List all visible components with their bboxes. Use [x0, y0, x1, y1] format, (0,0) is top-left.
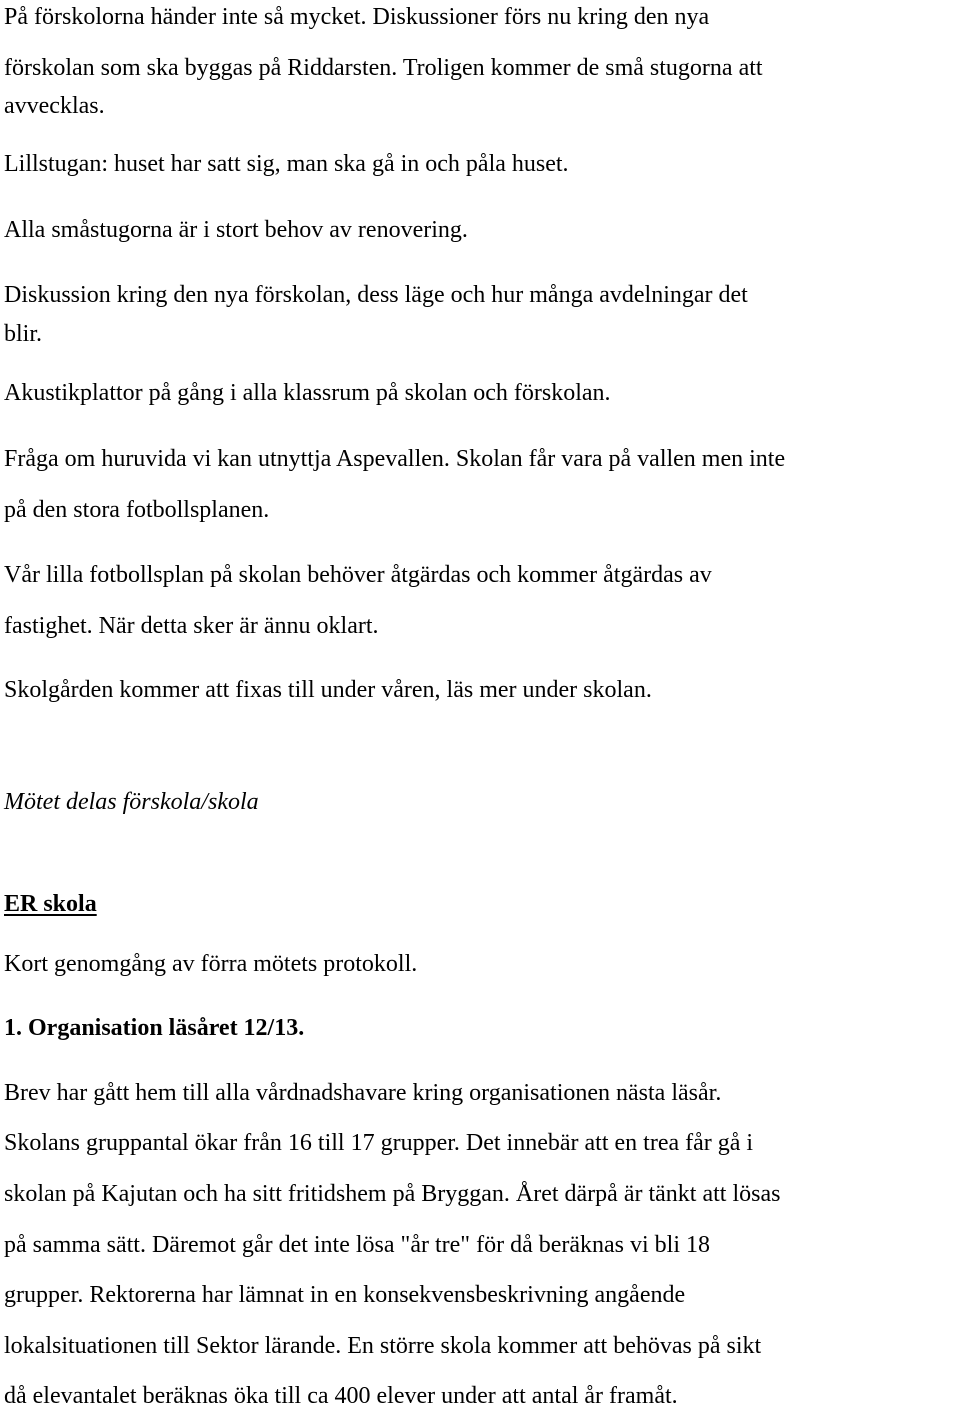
text-line: Lillstugan: huset har satt sig, man ska gå in och påla huset.: [4, 151, 569, 177]
text-line: skolan på Kajutan och ha sitt fritidshem på Bryggan. Året därpå är tänkt att lösas: [4, 1181, 781, 1207]
text-line: på den stora fotbollsplanen.: [4, 497, 270, 523]
text-line: På förskolorna händer inte så mycket. Diskussioner förs nu kring den nya: [4, 4, 710, 30]
text-line: Fråga om huruvida vi kan utnyttja Aspevallen. Skolan får vara på vallen men inte: [4, 446, 786, 472]
text-line: Skolans gruppantal ökar från 16 till 17 grupper. Det innebär att en trea får gå i: [4, 1130, 754, 1156]
text-line: förskolan som ska byggas på Riddarsten. Troligen kommer de små stugorna att: [4, 55, 763, 81]
italic-note: Mötet delas förskola/skola: [4, 789, 259, 815]
text-line: avvecklas.: [4, 93, 105, 119]
section-heading: ER skola: [4, 891, 97, 917]
text-line: Brev har gått hem till alla vårdnadshavare kring organisationen nästa läsår.: [4, 1080, 722, 1106]
text-line: Kort genomgång av förra mötets protokoll.: [4, 951, 418, 977]
text-line: Diskussion kring den nya förskolan, dess läge och hur många avdelningar det: [4, 282, 748, 308]
text-line: Skolgården kommer att fixas till under våren, läs mer under skolan.: [4, 677, 652, 703]
text-line: Vår lilla fotbollsplan på skolan behöver åtgärdas och kommer åtgärdas av: [4, 562, 712, 588]
text-line: Akustikplattor på gång i alla klassrum på skolan och förskolan.: [4, 380, 611, 406]
text-line: lokalsituationen till Sektor lärande. En större skola kommer att behövas på sikt: [4, 1333, 762, 1359]
text-line: då elevantalet beräknas öka till ca 400 elever under att antal år framåt.: [4, 1383, 678, 1409]
subsection-heading: 1. Organisation läsåret 12/13.: [4, 1015, 305, 1041]
text-line: fastighet. När detta sker är ännu oklart.: [4, 613, 379, 639]
text-line: grupper. Rektorerna har lämnat in en konsekvensbeskrivning angående: [4, 1282, 686, 1308]
text-line: blir.: [4, 321, 43, 347]
text-line: Alla småstugorna är i stort behov av renovering.: [4, 217, 468, 243]
text-line: på samma sätt. Däremot går det inte lösa "år tre" för då beräknas vi bli 18: [4, 1232, 711, 1258]
